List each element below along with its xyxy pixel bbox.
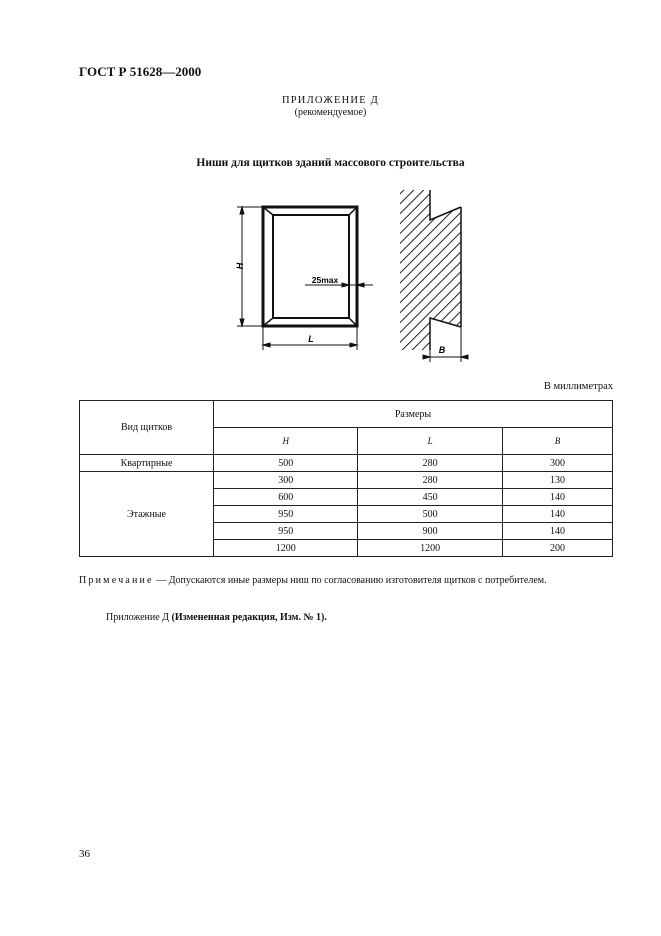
note-paragraph [79,573,613,588]
cell: 500 [358,506,502,523]
table-header-row [80,401,613,428]
units-note: В миллиметрах [543,381,613,392]
side-section [400,190,461,350]
niche-drawing [225,190,475,365]
cell: 950 [214,523,358,540]
cell: 600 [214,489,358,506]
header-l: L [358,428,502,455]
label-l: L [308,334,314,344]
appendix-title: ПРИЛОЖЕНИЕ Д [281,95,380,106]
table-row [80,472,613,489]
cell: 1200 [214,540,358,557]
cell: 200 [502,540,612,557]
cell: 950 [214,506,358,523]
cell: 280 [358,455,502,472]
cell: 1200 [358,540,502,557]
cell: 300 [214,472,358,489]
cell: 900 [358,523,502,540]
page-number: 36 [79,848,90,860]
header-kind: Вид щитков [80,401,214,455]
header-h: H [214,428,358,455]
label-h: H [235,262,245,270]
cell: 140 [502,523,612,540]
header-sizes: Размеры [214,401,613,428]
cell: 140 [502,506,612,523]
figure-title: Ниши для щитков зданий массового строительства [196,157,465,169]
table-row [80,455,613,472]
change-bold: (Измененная редакция, Изм. № 1). [171,612,327,623]
cell: 140 [502,489,612,506]
cell: 300 [502,455,612,472]
change-note [106,612,327,623]
kind-cell: Этажные [80,472,214,557]
header-b: B [502,428,612,455]
cell: 280 [358,472,502,489]
label-b: B [438,345,446,355]
cell: 450 [358,489,502,506]
change-prefix: Приложение Д [106,612,172,623]
cell: 130 [502,472,612,489]
note-label: Примечание [79,575,154,586]
front-view [263,207,357,326]
label-25max: 25max [311,275,339,285]
document-code: ГОСТ Р 51628—2000 [79,64,202,79]
dimensions-table [79,400,613,557]
kind-cell: Квартирные [80,455,214,472]
note-text: — Допускаются иные размеры ниш по согласованию изготовителя щитков с потребителем. [153,575,547,586]
cell: 500 [214,455,358,472]
appendix-subtitle: (рекомендуемое) [294,107,367,118]
